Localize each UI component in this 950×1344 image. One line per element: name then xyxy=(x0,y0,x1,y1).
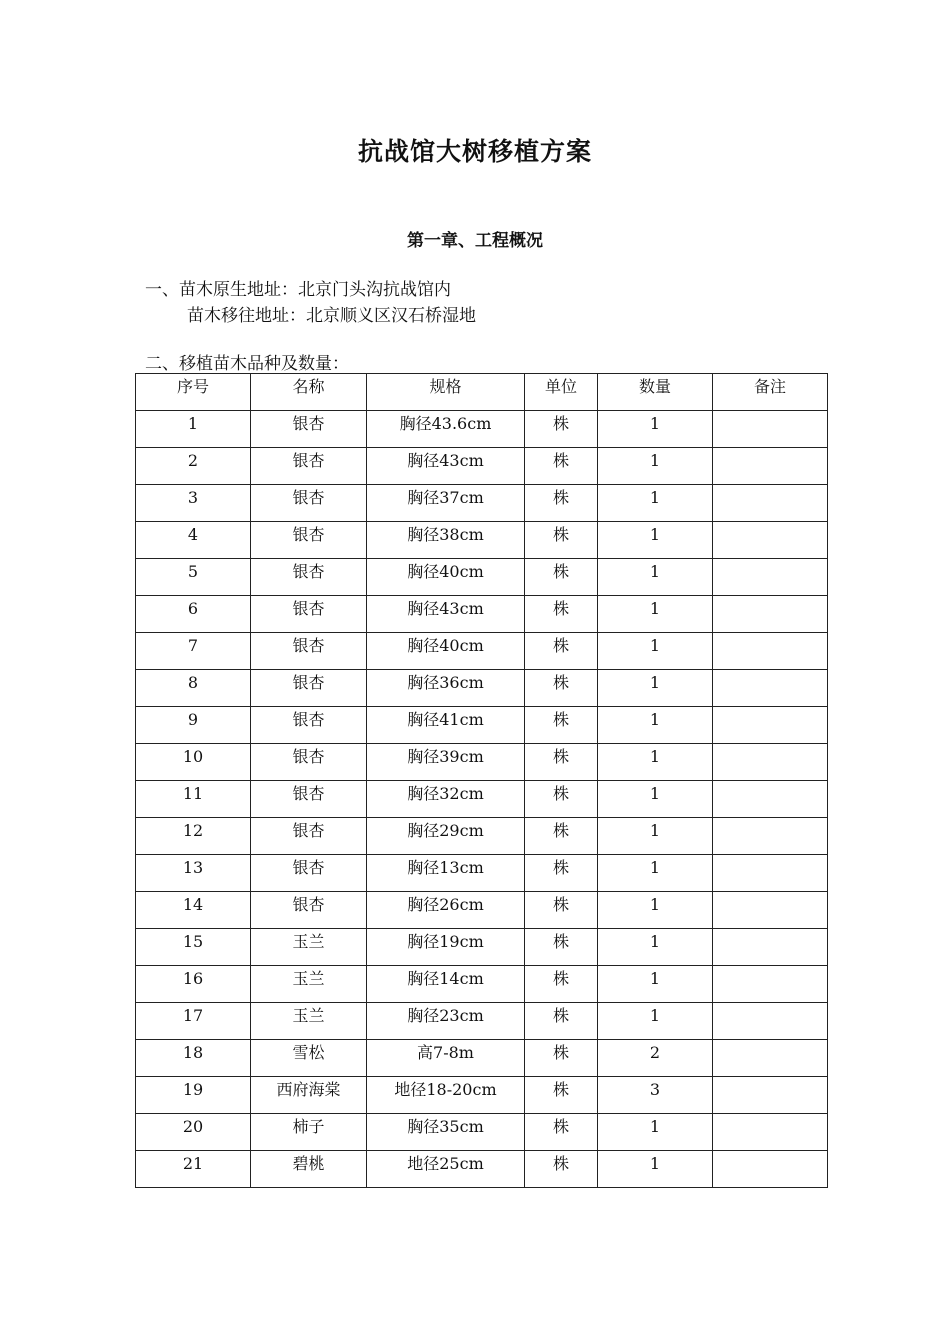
cell-index: 6 xyxy=(136,596,251,633)
cell-spec: 胸径14cm xyxy=(367,966,525,1003)
cell-remarks xyxy=(713,448,828,485)
cell-name: 银杏 xyxy=(251,522,367,559)
chapter-heading: 第一章、工程概况 xyxy=(407,231,543,251)
cell-remarks xyxy=(713,411,828,448)
document-title: 抗战馆大树移植方案 xyxy=(357,137,592,166)
cell-unit: 株 xyxy=(525,1003,598,1040)
cell-remarks xyxy=(713,485,828,522)
header-name: 名称 xyxy=(251,374,367,411)
cell-name: 银杏 xyxy=(251,448,367,485)
cell-index: 21 xyxy=(136,1151,251,1188)
cell-name: 柿子 xyxy=(251,1114,367,1151)
cell-spec: 胸径38cm xyxy=(367,522,525,559)
cell-unit: 株 xyxy=(525,818,598,855)
cell-name: 西府海棠 xyxy=(251,1077,367,1114)
cell-quantity: 1 xyxy=(598,633,713,670)
table-row xyxy=(136,1040,828,1077)
cell-name: 银杏 xyxy=(251,892,367,929)
cell-index: 11 xyxy=(136,781,251,818)
cell-remarks xyxy=(713,966,828,1003)
cell-unit: 株 xyxy=(525,855,598,892)
cell-spec: 胸径40cm xyxy=(367,633,525,670)
table-row xyxy=(136,966,828,1003)
cell-spec: 胸径43.6cm xyxy=(367,411,525,448)
cell-unit: 株 xyxy=(525,1114,598,1151)
table-row xyxy=(136,670,828,707)
cell-name: 银杏 xyxy=(251,781,367,818)
cell-quantity: 1 xyxy=(598,966,713,1003)
cell-remarks xyxy=(713,1151,828,1188)
cell-index: 12 xyxy=(136,818,251,855)
table-row xyxy=(136,781,828,818)
cell-remarks xyxy=(713,596,828,633)
cell-quantity: 1 xyxy=(598,1003,713,1040)
header-index: 序号 xyxy=(136,374,251,411)
origin-address: 一、苗木原生地址：北京门头沟抗战馆内 xyxy=(145,280,451,300)
cell-index: 20 xyxy=(136,1114,251,1151)
table-row xyxy=(136,892,828,929)
table-row xyxy=(136,485,828,522)
cell-quantity: 1 xyxy=(598,448,713,485)
header-quantity: 数量 xyxy=(598,374,713,411)
cell-unit: 株 xyxy=(525,1040,598,1077)
cell-quantity: 1 xyxy=(598,929,713,966)
cell-remarks xyxy=(713,559,828,596)
cell-unit: 株 xyxy=(525,1077,598,1114)
cell-name: 雪松 xyxy=(251,1040,367,1077)
cell-spec: 胸径23cm xyxy=(367,1003,525,1040)
cell-quantity: 1 xyxy=(598,781,713,818)
cell-remarks xyxy=(713,633,828,670)
table-row xyxy=(136,1114,828,1151)
cell-quantity: 1 xyxy=(598,1151,713,1188)
cell-unit: 株 xyxy=(525,966,598,1003)
destination-address: 苗木移往地址：北京顺义区汉石桥湿地 xyxy=(187,306,476,326)
table-header-row xyxy=(136,374,828,411)
cell-name: 银杏 xyxy=(251,596,367,633)
cell-spec: 胸径37cm xyxy=(367,485,525,522)
cell-index: 18 xyxy=(136,1040,251,1077)
cell-name: 银杏 xyxy=(251,559,367,596)
cell-quantity: 1 xyxy=(598,522,713,559)
cell-index: 13 xyxy=(136,855,251,892)
cell-unit: 株 xyxy=(525,485,598,522)
cell-index: 10 xyxy=(136,744,251,781)
table-row xyxy=(136,1151,828,1188)
cell-index: 5 xyxy=(136,559,251,596)
cell-quantity: 1 xyxy=(598,707,713,744)
cell-spec: 胸径35cm xyxy=(367,1114,525,1151)
cell-spec: 高7-8m xyxy=(367,1040,525,1077)
header-unit: 单位 xyxy=(525,374,598,411)
header-spec: 规格 xyxy=(367,374,525,411)
cell-remarks xyxy=(713,1114,828,1151)
cell-spec: 胸径41cm xyxy=(367,707,525,744)
cell-remarks xyxy=(713,892,828,929)
table-row xyxy=(136,559,828,596)
table-row xyxy=(136,818,828,855)
cell-index: 9 xyxy=(136,707,251,744)
table-row xyxy=(136,707,828,744)
cell-unit: 株 xyxy=(525,1151,598,1188)
plant-table xyxy=(135,373,828,1188)
table-row xyxy=(136,596,828,633)
cell-unit: 株 xyxy=(525,892,598,929)
cell-spec: 胸径40cm xyxy=(367,559,525,596)
cell-index: 7 xyxy=(136,633,251,670)
cell-name: 银杏 xyxy=(251,744,367,781)
cell-quantity: 1 xyxy=(598,892,713,929)
cell-index: 15 xyxy=(136,929,251,966)
cell-name: 银杏 xyxy=(251,670,367,707)
cell-index: 14 xyxy=(136,892,251,929)
cell-remarks xyxy=(713,855,828,892)
cell-remarks xyxy=(713,1040,828,1077)
cell-quantity: 1 xyxy=(598,485,713,522)
cell-spec: 地径18-20cm xyxy=(367,1077,525,1114)
cell-spec: 胸径32cm xyxy=(367,781,525,818)
table-row xyxy=(136,633,828,670)
cell-spec: 胸径43cm xyxy=(367,448,525,485)
cell-spec: 胸径29cm xyxy=(367,818,525,855)
cell-remarks xyxy=(713,522,828,559)
cell-spec: 胸径39cm xyxy=(367,744,525,781)
cell-remarks xyxy=(713,670,828,707)
cell-unit: 株 xyxy=(525,633,598,670)
cell-unit: 株 xyxy=(525,929,598,966)
cell-index: 4 xyxy=(136,522,251,559)
table-body xyxy=(136,411,828,1188)
header-remarks: 备注 xyxy=(713,374,828,411)
table-row xyxy=(136,1003,828,1040)
cell-quantity: 1 xyxy=(598,596,713,633)
cell-unit: 株 xyxy=(525,596,598,633)
cell-quantity: 1 xyxy=(598,670,713,707)
cell-index: 16 xyxy=(136,966,251,1003)
cell-quantity: 3 xyxy=(598,1077,713,1114)
cell-spec: 胸径36cm xyxy=(367,670,525,707)
cell-quantity: 2 xyxy=(598,1040,713,1077)
cell-name: 银杏 xyxy=(251,818,367,855)
cell-name: 银杏 xyxy=(251,633,367,670)
table-row xyxy=(136,448,828,485)
table-row xyxy=(136,744,828,781)
cell-unit: 株 xyxy=(525,411,598,448)
cell-unit: 株 xyxy=(525,670,598,707)
cell-remarks xyxy=(713,707,828,744)
cell-unit: 株 xyxy=(525,559,598,596)
cell-spec: 胸径13cm xyxy=(367,855,525,892)
cell-quantity: 1 xyxy=(598,818,713,855)
table-row xyxy=(136,1077,828,1114)
cell-index: 19 xyxy=(136,1077,251,1114)
cell-quantity: 1 xyxy=(598,744,713,781)
cell-remarks xyxy=(713,818,828,855)
cell-name: 碧桃 xyxy=(251,1151,367,1188)
cell-unit: 株 xyxy=(525,522,598,559)
cell-name: 玉兰 xyxy=(251,1003,367,1040)
cell-index: 1 xyxy=(136,411,251,448)
cell-unit: 株 xyxy=(525,707,598,744)
cell-spec: 胸径26cm xyxy=(367,892,525,929)
cell-unit: 株 xyxy=(525,781,598,818)
cell-remarks xyxy=(713,1077,828,1114)
cell-index: 8 xyxy=(136,670,251,707)
cell-spec: 地径25cm xyxy=(367,1151,525,1188)
cell-name: 银杏 xyxy=(251,485,367,522)
table-row xyxy=(136,929,828,966)
cell-quantity: 1 xyxy=(598,411,713,448)
cell-quantity: 1 xyxy=(598,1114,713,1151)
cell-spec: 胸径19cm xyxy=(367,929,525,966)
cell-index: 2 xyxy=(136,448,251,485)
cell-unit: 株 xyxy=(525,744,598,781)
cell-spec: 胸径43cm xyxy=(367,596,525,633)
cell-remarks xyxy=(713,929,828,966)
cell-remarks xyxy=(713,1003,828,1040)
cell-name: 银杏 xyxy=(251,855,367,892)
cell-quantity: 1 xyxy=(598,855,713,892)
cell-name: 玉兰 xyxy=(251,966,367,1003)
cell-index: 17 xyxy=(136,1003,251,1040)
table-row xyxy=(136,522,828,559)
cell-name: 银杏 xyxy=(251,707,367,744)
section-heading-species: 二、移植苗木品种及数量： xyxy=(145,354,349,374)
cell-remarks xyxy=(713,781,828,818)
table-row xyxy=(136,855,828,892)
cell-index: 3 xyxy=(136,485,251,522)
cell-name: 玉兰 xyxy=(251,929,367,966)
cell-name: 银杏 xyxy=(251,411,367,448)
cell-unit: 株 xyxy=(525,448,598,485)
cell-remarks xyxy=(713,744,828,781)
table-row xyxy=(136,411,828,448)
cell-quantity: 1 xyxy=(598,559,713,596)
